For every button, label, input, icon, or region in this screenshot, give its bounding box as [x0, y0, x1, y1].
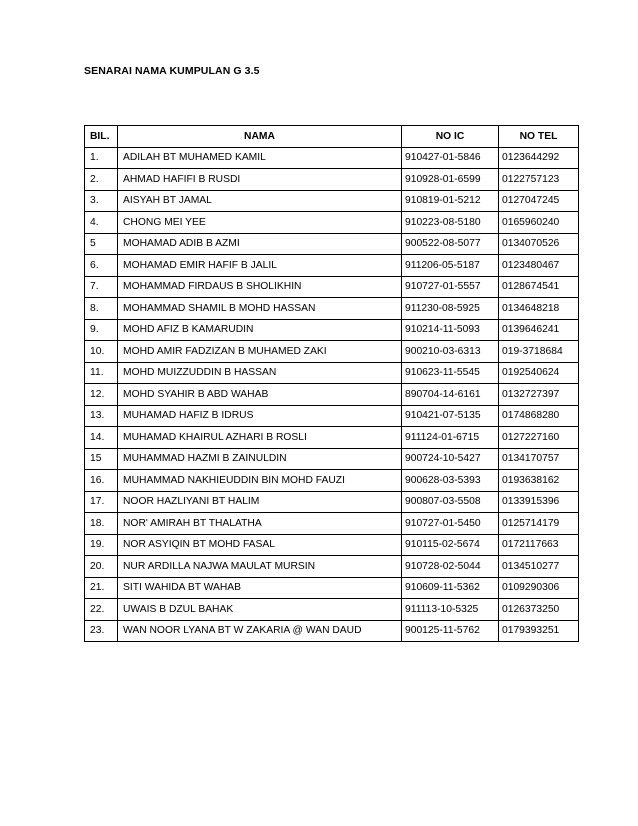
cell-bil: 14.: [85, 427, 118, 449]
cell-no-ic: 910214-11-5093: [402, 319, 499, 341]
cell-nama: NOOR HAZLIYANI BT HALIM: [118, 491, 402, 513]
cell-no-ic: 900522-08-5077: [402, 233, 499, 255]
cell-bil: 2.: [85, 169, 118, 191]
cell-bil: 10.: [85, 341, 118, 363]
cell-bil: 22.: [85, 599, 118, 621]
cell-bil: 16.: [85, 470, 118, 492]
cell-nama: MUHAMMAD NAKHIEUDDIN BIN MOHD FAUZI: [118, 470, 402, 492]
cell-no-tel: 0165960240: [499, 212, 579, 234]
header-bil: BIL.: [85, 126, 118, 148]
cell-no-ic: 900628-03-5393: [402, 470, 499, 492]
cell-no-tel: 0174868280: [499, 405, 579, 427]
cell-bil: 9.: [85, 319, 118, 341]
cell-nama: SITI WAHIDA BT WAHAB: [118, 577, 402, 599]
table-row: [85, 556, 579, 578]
cell-no-tel: 0192540624: [499, 362, 579, 384]
cell-bil: 15: [85, 448, 118, 470]
table-row: [85, 513, 579, 535]
table-body: [85, 147, 579, 642]
cell-no-tel: 0123644292: [499, 147, 579, 169]
cell-bil: 7.: [85, 276, 118, 298]
cell-no-ic: 911206-05-5187: [402, 255, 499, 277]
cell-no-tel: 0132727397: [499, 384, 579, 406]
cell-bil: 20.: [85, 556, 118, 578]
table-row: [85, 384, 579, 406]
cell-bil: 19.: [85, 534, 118, 556]
cell-bil: 3.: [85, 190, 118, 212]
table-row: [85, 190, 579, 212]
table-header-row: [85, 126, 579, 148]
cell-bil: 12.: [85, 384, 118, 406]
cell-no-tel: 0109290306: [499, 577, 579, 599]
cell-no-tel: 0134648218: [499, 298, 579, 320]
cell-bil: 11.: [85, 362, 118, 384]
cell-no-ic: 910421-07-5135: [402, 405, 499, 427]
cell-bil: 17.: [85, 491, 118, 513]
cell-bil: 23.: [85, 620, 118, 642]
table-row: [85, 212, 579, 234]
cell-no-tel: 0193638162: [499, 470, 579, 492]
cell-no-ic: 900125-11-5762: [402, 620, 499, 642]
cell-nama: NUR ARDILLA NAJWA MAULAT MURSIN: [118, 556, 402, 578]
cell-nama: MOHD AFIZ B KAMARUDIN: [118, 319, 402, 341]
cell-no-ic: 910623-11-5545: [402, 362, 499, 384]
cell-nama: CHONG MEI YEE: [118, 212, 402, 234]
cell-no-tel: 0139646241: [499, 319, 579, 341]
cell-no-tel: 0127227160: [499, 427, 579, 449]
cell-no-tel: 019-3718684: [499, 341, 579, 363]
cell-no-tel: 0126373250: [499, 599, 579, 621]
table-row: [85, 341, 579, 363]
table-row: [85, 470, 579, 492]
cell-nama: MOHD SYAHIR B ABD WAHAB: [118, 384, 402, 406]
cell-no-ic: 910727-01-5557: [402, 276, 499, 298]
table-row: [85, 276, 579, 298]
table-row: [85, 577, 579, 599]
cell-nama: MOHAMAD EMIR HAFIF B JALIL: [118, 255, 402, 277]
cell-no-tel: 0123480467: [499, 255, 579, 277]
cell-nama: NOR' AMIRAH BT THALATHA: [118, 513, 402, 535]
cell-bil: 1.: [85, 147, 118, 169]
table-row: [85, 491, 579, 513]
header-no-tel: NO TEL: [499, 126, 579, 148]
cell-nama: ADILAH BT MUHAMED KAMIL: [118, 147, 402, 169]
cell-nama: WAN NOOR LYANA BT W ZAKARIA @ WAN DAUD: [118, 620, 402, 642]
cell-nama: UWAIS B DZUL BAHAK: [118, 599, 402, 621]
cell-no-tel: 0172117663: [499, 534, 579, 556]
table-row: [85, 427, 579, 449]
cell-no-ic: 911113-10-5325: [402, 599, 499, 621]
page-title: SENARAI NAMA KUMPULAN G 3.5: [84, 65, 260, 77]
cell-no-tel: 0134170757: [499, 448, 579, 470]
header-no-ic: NO IC: [402, 126, 499, 148]
header-nama: NAMA: [118, 126, 402, 148]
cell-bil: 13.: [85, 405, 118, 427]
cell-no-ic: 900807-03-5508: [402, 491, 499, 513]
cell-no-ic: 890704-14-6161: [402, 384, 499, 406]
cell-no-ic: 910727-01-5450: [402, 513, 499, 535]
table-row: [85, 147, 579, 169]
table-row: [85, 534, 579, 556]
cell-nama: MOHD MUIZZUDDIN B HASSAN: [118, 362, 402, 384]
cell-no-ic: 910115-02-5674: [402, 534, 499, 556]
cell-no-tel: 0127047245: [499, 190, 579, 212]
cell-bil: 4.: [85, 212, 118, 234]
cell-nama: AHMAD HAFIFI B RUSDI: [118, 169, 402, 191]
table-row: [85, 448, 579, 470]
cell-nama: MUHAMAD HAFIZ B IDRUS: [118, 405, 402, 427]
cell-no-tel: 0128674541: [499, 276, 579, 298]
table-row: [85, 599, 579, 621]
cell-no-tel: 0133915396: [499, 491, 579, 513]
table-row: [85, 169, 579, 191]
member-table: [84, 125, 579, 642]
cell-bil: 21.: [85, 577, 118, 599]
table-row: [85, 233, 579, 255]
cell-no-ic: 910928-01-6599: [402, 169, 499, 191]
cell-no-ic: 910609-11-5362: [402, 577, 499, 599]
cell-nama: NOR ASYIQIN BT MOHD FASAL: [118, 534, 402, 556]
cell-bil: 18.: [85, 513, 118, 535]
table-row: [85, 319, 579, 341]
cell-nama: MUHAMMAD HAZMI B ZAINULDIN: [118, 448, 402, 470]
cell-nama: MOHAMMAD SHAMIL B MOHD HASSAN: [118, 298, 402, 320]
cell-nama: MOHAMMAD FIRDAUS B SHOLIKHIN: [118, 276, 402, 298]
cell-no-tel: 0134070526: [499, 233, 579, 255]
cell-bil: 8.: [85, 298, 118, 320]
table-row: [85, 255, 579, 277]
cell-nama: AISYAH BT JAMAL: [118, 190, 402, 212]
cell-no-ic: 900210-03-6313: [402, 341, 499, 363]
cell-nama: MOHAMAD ADIB B AZMI: [118, 233, 402, 255]
cell-bil: 5: [85, 233, 118, 255]
cell-no-ic: 910819-01-5212: [402, 190, 499, 212]
cell-no-ic: 910728-02-5044: [402, 556, 499, 578]
table-row: [85, 298, 579, 320]
cell-no-ic: 900724-10-5427: [402, 448, 499, 470]
table-row: [85, 362, 579, 384]
cell-nama: MOHD AMIR FADZIZAN B MUHAMED ZAKI: [118, 341, 402, 363]
cell-no-tel: 0125714179: [499, 513, 579, 535]
table-row: [85, 620, 579, 642]
table-row: [85, 405, 579, 427]
cell-no-tel: 0134510277: [499, 556, 579, 578]
cell-no-tel: 0122757123: [499, 169, 579, 191]
cell-no-ic: 910223-08-5180: [402, 212, 499, 234]
cell-no-tel: 0179393251: [499, 620, 579, 642]
cell-no-ic: 910427-01-5846: [402, 147, 499, 169]
cell-nama: MUHAMAD KHAIRUL AZHARI B ROSLI: [118, 427, 402, 449]
cell-bil: 6.: [85, 255, 118, 277]
cell-no-ic: 911124-01-6715: [402, 427, 499, 449]
cell-no-ic: 911230-08-5925: [402, 298, 499, 320]
